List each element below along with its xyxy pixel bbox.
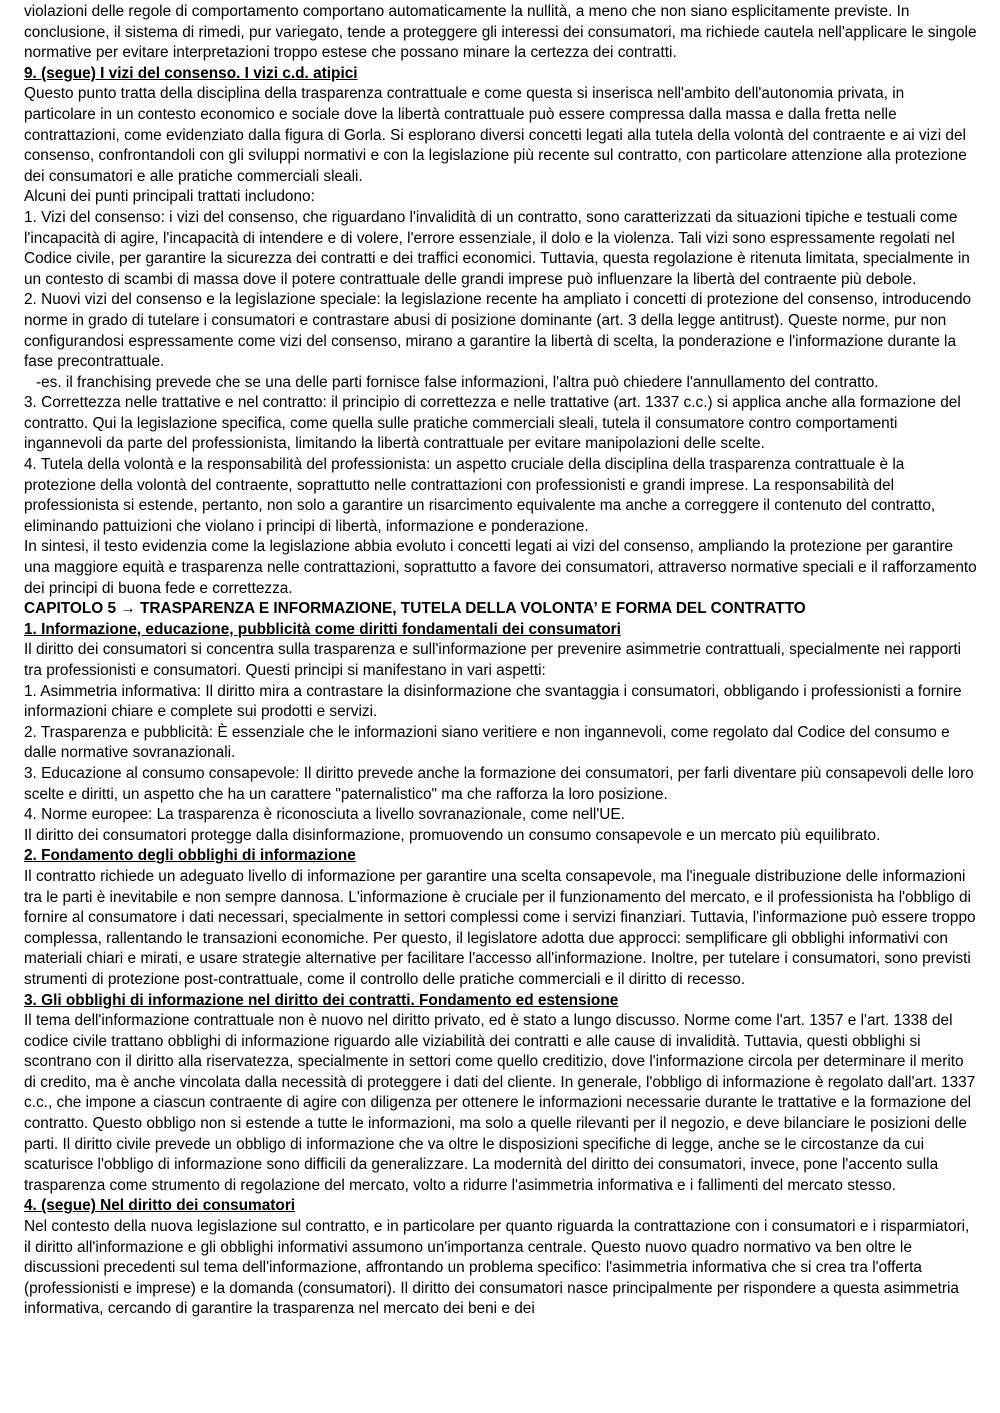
- section-heading-3: 3. Gli obblighi di informazione nel diritto dei contratti. Fondamento ed estensione: [24, 991, 619, 1009]
- list-item: 2. Nuovi vizi del consenso e la legislazione speciale: la legislazione recente ha ampliato i concetti di protezione del consenso, introducendo norme in grado di tutelare i consumatori e contrastare abusi di posizione dominante (art. 3 della legge antitrust). Queste norme, pur non configurandosi espressamente come vizi del consenso, mirano a garantire la libertà di scelta, la ponderazione e l'informazione durante la fase precontrattuale.: [24, 291, 972, 371]
- section-heading-9: 9. (segue) I vizi del consenso. I vizi c.d. atipici: [24, 64, 358, 82]
- example-note: -es. il franchising prevede che se una delle parti fornisce false informazioni, l'altra può chiedere l'annullamento del contratto.: [36, 373, 879, 391]
- paragraph-intro: violazioni delle regole di comportamento comportano automaticamente la nullità, a meno che non siano esplicitamente previste. In conclusione, il sistema di rimedi, pur variegato, tende a proteggere gli interessi dei consumatori, ma richiede cautela nell'applicare le singole normative per evitare interpretazioni troppo estese che possano minare la certezza dei contratti.: [24, 3, 977, 62]
- section-heading-2: 2. Fondamento degli obblighi di informazione: [24, 847, 356, 865]
- paragraph: Il tema dell'informazione contrattuale non è nuovo nel diritto privato, ed è stato a lungo discusso. Norme come l'art. 1357 e l'art. 1338 del codice civile trattano obblighi di informazione riguardo alle viziabilità dei contratti e alle cause di invalidità. Tuttavia, questi obblighi si scontrano con il diritto alla riservatezza, specialmente in settori come quello creditizio, dove l'informazione circola per determinare il merito di credito, ma è anche vincolata dalla necessità di proteggere i dati del cliente. In generale, l'obbligo di informazione è regolato dall'art. 1337 c.c., che impone a ciascun contraente di agire con diligenza per ottenere le informazioni necessarie durante le trattative e la formazione del contratto. Questo obbligo non si estende a tutte le informazioni, ma solo a quelle rilevanti per il negozio, e deve bilanciare le posizioni delle parti. Il diritto civile prevede un obbligo di informazione che va oltre le disposizioni specifiche di legge, anche se le circostanze da cui scaturisce l'obbligo di informazione sono difficili da generalizzare. La modernità del diritto dei consumatori, invece, pone l'accento sulla trasparenza come strumento di regolazione del mercato, volto a ridurre l'asimmetria informativa e i fallimenti del mercato stesso.: [24, 1012, 976, 1194]
- document-text: [24, 2, 978, 1320]
- list-item: 4. Norme europee: La trasparenza è riconosciuta a livello sovranazionale, come nell'UE.: [24, 806, 625, 824]
- paragraph: Alcuni dei punti principali trattati includono:: [24, 188, 315, 206]
- paragraph: Nel contesto della nuova legislazione sul contratto, e in particolare per quanto riguarda la contrattazione con i consumatori e i risparmiatori, il diritto all'informazione e gli obblighi informativi assumono un'importanza centrale. Questo nuovo quadro normativo va ben oltre le discussioni precedenti sul tema dell'informazione, affrontando un problema specifico: l'asimmetria informativa che si crea tra l'offerta (professionisti e imprese) e la domanda (consumatori). Il diritto dei consumatori nasce principalmente per rispondere a questa asimmetria informativa, cercando di garantire la trasparenza nel mercato dei beni e dei: [24, 1218, 970, 1318]
- paragraph: Il diritto dei consumatori protegge dalla disinformazione, promuovendo un consumo consapevole e un mercato più equilibrato.: [24, 826, 881, 844]
- paragraph: Il contratto richiede un adeguato livello di informazione per garantire una scelta consapevole, ma l'ineguale distribuzione delle informazioni tra le parti è inevitabile e non sempre dannosa. L'informazione è cruciale per il funzionamento del mercato, e il professionista ha l'obbligo di fornire al consumatore i dati necessari, specialmente in settori complessi come i servizi finanziari. Tuttavia, l'informazione può essere troppo complessa, rallentando le transazioni economiche. Per questo, il legislatore adotta due approcci: semplificare gli obblighi informativi con materiali chiari e mirati, e usare strategie alternative per facilitare l'accesso all'informazione. Inoltre, per tutelare i consumatori, sono previsti strumenti di protezione post-contrattuale, come il controllo delle pratiche commerciali e il diritto di recesso.: [24, 867, 976, 988]
- section-heading-1: 1. Informazione, educazione, pubblicità come diritti fondamentali dei consumatori: [24, 620, 621, 638]
- paragraph: In sintesi, il testo evidenzia come la legislazione abbia evoluto i concetti legati ai vizi del consenso, ampliando la protezione per garantire una maggiore equità e trasparenza nelle contrattazioni, soprattutto a favore dei consumatori, attraverso normative speciali e il rafforzamento dei principi di buona fede e correttezza.: [24, 538, 977, 597]
- list-item: 3. Educazione al consumo consapevole: Il diritto prevede anche la formazione dei consumatori, per farli diventare più consapevoli delle loro scelte e diritti, un aspetto che ha un carattere "paternalistico" ma che rafforza la loro posizione.: [24, 764, 974, 803]
- list-item: 2. Trasparenza e pubblicità: È essenziale che le informazioni siano veritiere e non ingannevoli, come regolato dal Codice del consumo e dalle normative sovranazionali.: [24, 723, 950, 762]
- paragraph: Il diritto dei consumatori si concentra sulla trasparenza e sull'informazione per prevenire asimmetrie contrattuali, specialmente nei rapporti tra professionisti e consumatori. Questi principi si manifestano in vari aspetti:: [24, 641, 962, 679]
- list-item: 4. Tutela della volontà e la responsabilità del professionista: un aspetto cruciale della disciplina della trasparenza contrattuale è la protezione della volontà del contraente, soprattutto nelle contrattazioni con professionisti e grandi imprese. La responsabilità del professionista si estende, pertanto, non solo a garantire un risarcimento equivalente ma anche a correggere il contenuto del contratto, eliminando pattuizioni che violano i principi di libertà, informazione e ponderazione.: [24, 456, 936, 535]
- section-heading-4: 4. (segue) Nel diritto dei consumatori: [24, 1197, 296, 1215]
- paragraph: Questo punto tratta della disciplina della trasparenza contrattuale e come questa si inserisca nell'ambito dell'autonomia privata, in particolare in un contesto economico e sociale dove la libertà contrattuale può essere compressa dalla massa e dalla fretta nelle contrattazioni, come evidenziato dalla figura di Gorla. Si esplorano diversi concetti legati alla tutela della volontà del contraente e ai vizi del consenso, confrontandoli con gli sviluppi normativi e con la legislazione più recente sul contratto, con particolare attenzione alla protezione dei consumatori e alle pratiche commerciali sleali.: [24, 85, 967, 185]
- list-item: 3. Correttezza nelle trattative e nel contratto: il principio di correttezza e nelle trattative (art. 1337 c.c.) si applica anche alla formazione del contratto. Qui la legislazione specifica, come quella sulle pratiche commerciali sleali, tutela il consumatore contro comportamenti ingannevoli da parte del professionista, limitando la libertà contrattuale per evitare manipolazioni delle scelte.: [24, 394, 961, 453]
- list-item: 1. Vizi del consenso: i vizi del consenso, che riguardano l'invalidità di un contratto, sono caratterizzati da situazioni tipiche e testuali come l'incapacità di agire, l'incapacità di intendere e di volere, l'errore essenziale, il dolo e la violenza. Tali vizi sono espressamente regolati nel Codice civile, per garantire la sicurezza dei contratti e dei traffici economici. Tuttavia, questa regolazione è ritenuta limitata, specialmente in un contesto di scambi di massa dove il potere contrattuale delle grandi imprese può influenzare la libertà del contraente più debole.: [24, 208, 970, 288]
- chapter-heading: CAPITOLO 5 → TRASPARENZA E INFORMAZIONE, TUTELA DELLA VOLONTA’ E FORMA DEL CONTRATTO: [24, 600, 806, 618]
- list-item: 1. Asimmetria informativa: Il diritto mira a contrastare la disinformazione che svantaggia i consumatori, obbligando i professionisti a fornire informazioni chiare e complete sui prodotti e servizi.: [24, 682, 962, 721]
